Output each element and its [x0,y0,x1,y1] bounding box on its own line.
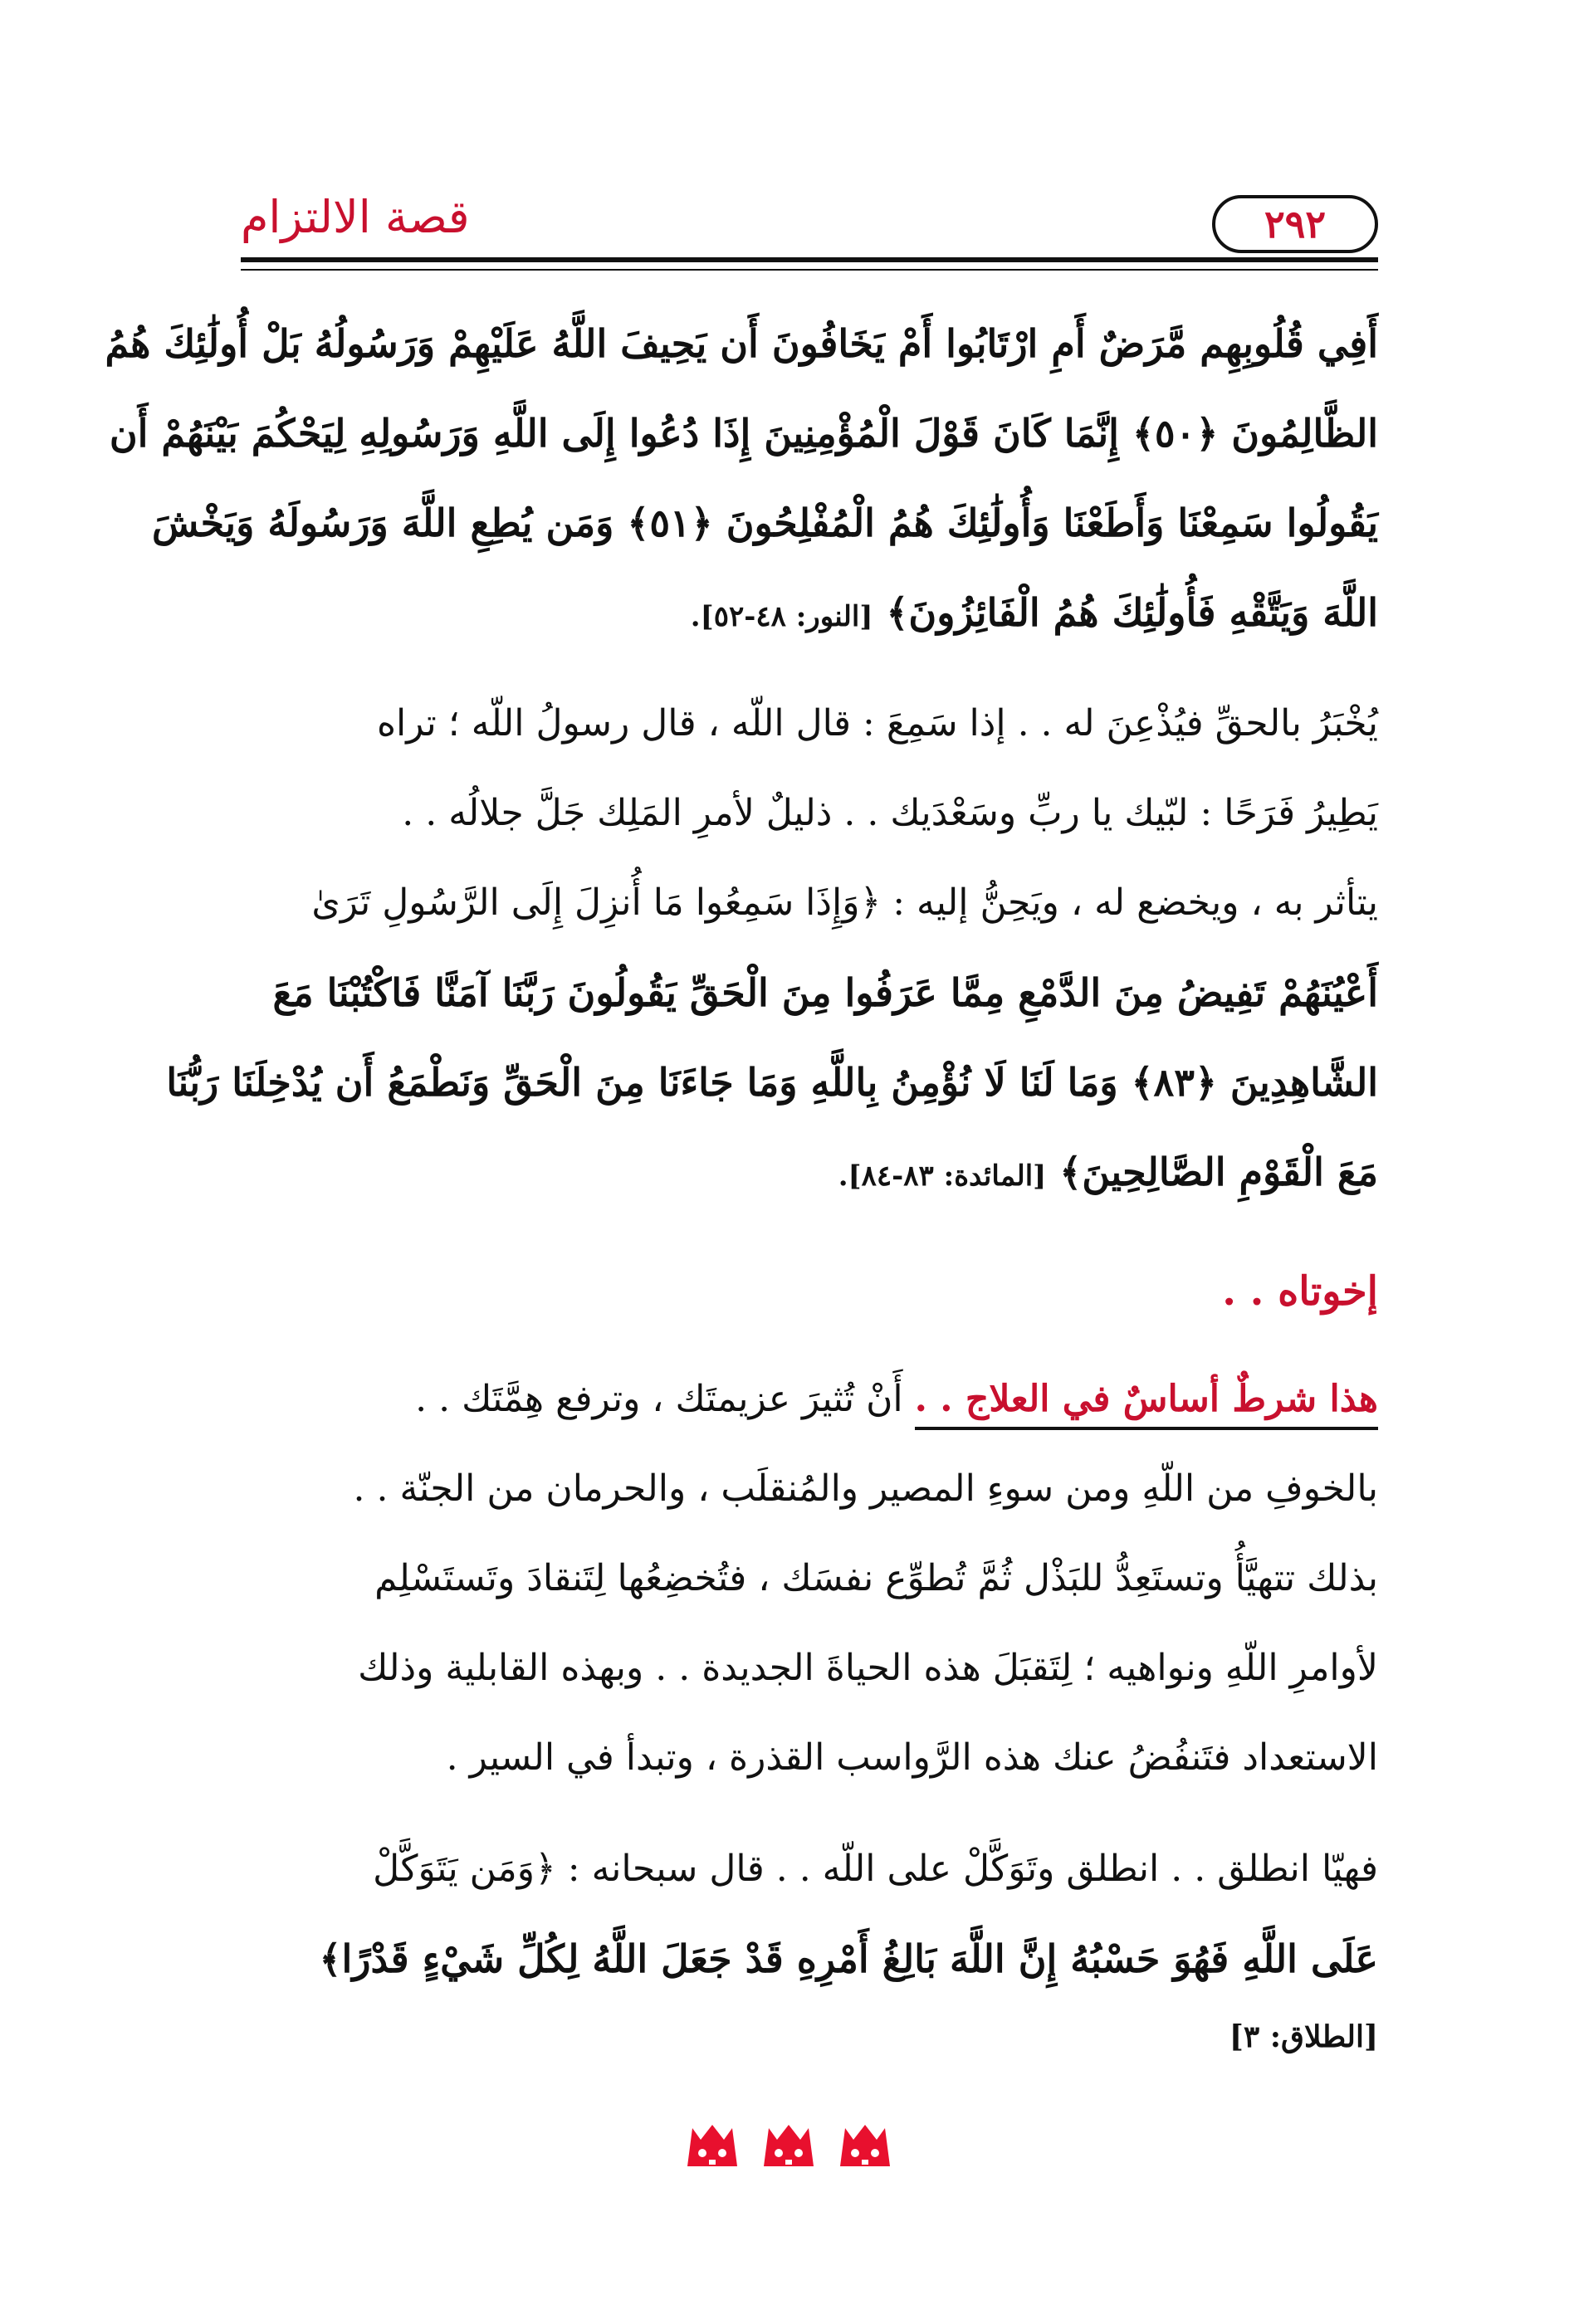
text-line: يَطِيرُ فَرَحًا : لبّيك يا ربِّ وسَعْدَيك . . ذليلٌ لأمرِ المَلِك جَلَّ جلالُه . . [402,792,1378,834]
page-content [105,299,1378,2070]
text-span: أَنْ تُثيرَ عزيمتَك ، وترفع هِمَّتَك . . [415,1378,903,1420]
quran-verse-block-1 [105,299,1378,657]
verse-reference: [المائدة: ٨٣-٨٤]. [838,1160,1047,1193]
paragraph-1 [166,679,1378,1217]
verse-line-last [315,568,1378,657]
paragraph-3 [315,1824,1378,2070]
text-line: الاستعداد فتَنفُضُ عنك هذه الرَّواسب القذرة ، وتبدأ في السير . [446,1736,1378,1779]
text-line: يُخْبَرُ بالحقِّ فيُذْعِنَ له . . إذا سَمِعَ : قال اللّه ، قال رسولُ اللّه ؛ تراه [376,702,1378,745]
verse-line: يَقُولُوا سَمِعْنَا وَأَطَعْنَا وَأُولَٰئِكَ هُمُ الْمُفْلِحُونَ ﴿٥١﴾ وَمَن يُطِعِ اللَّهَ وَرَسُولَهُ وَيَخْشَ [151,500,1378,545]
page-number-badge: ٢٩٢ [1212,195,1378,253]
verse-reference: [الطلاق: ٣] [1229,2019,1378,2054]
verse-text: مَعَ الْقَوْمِ الصَّالِحِينَ﴾ [1059,1150,1378,1194]
verse-line: الشَّاهِدِينَ ﴿٨٣﴾ وَمَا لَنَا لَا نُؤْمِنُ بِاللَّهِ وَمَا جَاءَنَا مِنَ الْحَقِّ وَنَطْمَعُ أَن يُدْخِلَنَا رَبُّنَا [166,1060,1378,1105]
verse-text: اللَّهَ وَيَتَّقْهِ فَأُولَٰئِكَ هُمُ الْفَائِزُونَ﴾ [886,590,1378,635]
highlighted-phrase: هذا شرطٌ أساسٌ في العلاج . . [915,1378,1378,1430]
paragraph-2 [315,1355,1378,1803]
text-line: لأوامرِ اللّهِ ونواهيه ؛ لِتَقبَلَ هذه الحياةَ الجديدة . . وبهذه القابلية وذلك [358,1647,1378,1689]
page-header [241,149,1378,249]
end-ornament [664,2112,913,2179]
text-line: بالخوفِ من اللّهِ ومن سوءِ المصير والمُنقلَب ، والحرمان من الجنّة . . [353,1467,1378,1510]
floral-ornament-icon [837,2121,893,2170]
verse-line: أَفِي قُلُوبِهِم مَّرَضٌ أَمِ ارْتَابُوا أَمْ يَخَافُونَ أَن يَحِيفَ اللَّهُ عَلَيْهِمْ وَرَسُولُهُ بَلْ أُولَٰئِكَ هُمُ [105,321,1378,366]
text-line: يتأثر به ، ويخضع له ، ويَحِنُّ إليه : ﴿وَإِذَا سَمِعُوا مَا أُنزِلَ إِلَى الرَّسُولِ تَرَىٰ [311,881,1378,924]
verse-line: عَلَى اللَّهِ فَهُوَ حَسْبُهُ إِنَّ اللَّهَ بَالِغُ أَمْرِهِ قَدْ جَعَلَ اللَّهُ لِكُلِّ شَيْءٍ قَدْرًا﴾ [319,1936,1378,1981]
header-rule-thick [241,257,1378,262]
text-line: فهيّا انطلق . . انطلق وتَوَكَّلْ على اللّه . . قال سبحانه : ﴿وَمَن يَتَوَكَّلْ [373,1848,1378,1890]
verse-reference: [النور: ٤٨-٥٢]. [690,600,873,633]
verse-line-last [315,1127,1378,1217]
verse-line: أَعْيُنَهُمْ تَفِيضُ مِنَ الدَّمْعِ مِمَّا عَرَفُوا مِنَ الْحَقِّ يَقُولُونَ رَبَّنَا آمَنَّا فَاكْتُبْنَا مَعَ [272,970,1378,1015]
floral-ornament-icon [760,2121,817,2170]
verse-line: الظَّالِمُونَ ﴿٥٠﴾ إِنَّمَا كَانَ قَوْلَ الْمُؤْمِنِينَ إِذَا دُعُوا إِلَى اللَّهِ وَرَسُولِهِ لِيَحْكُمَ بَيْنَهُمْ أَن [109,411,1378,456]
floral-ornament-icon [684,2121,741,2170]
text-line: بذلك تتهيَّأُ وتستَعِدُّ للبَذْل ثُمَّ تُطوِّع نفسَك ، فتُخضِعُها لِتَنقادَ وتَستَسْلِم [374,1557,1378,1599]
book-title: قصة الالتزام [241,191,470,243]
header-rule-thin [241,269,1378,271]
text-line [315,1355,1378,1444]
section-subheading: إخوتاه . . [1222,1268,1378,1315]
